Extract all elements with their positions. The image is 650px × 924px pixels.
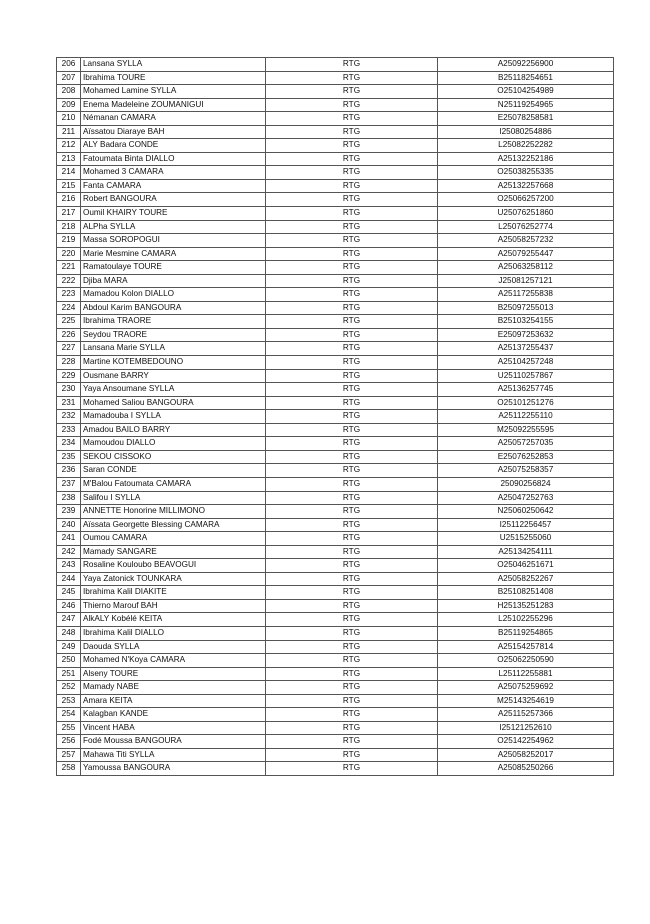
type-cell: RTG	[266, 383, 438, 397]
table-row	[57, 559, 614, 573]
type-cell: RTG	[266, 207, 438, 221]
table-row	[57, 383, 614, 397]
row-number-cell: 258	[57, 762, 81, 776]
table-row	[57, 667, 614, 681]
code-cell: B25097255013	[438, 301, 614, 315]
type-cell: RTG	[266, 342, 438, 356]
type-cell: RTG	[266, 654, 438, 668]
code-cell: O25101251276	[438, 396, 614, 410]
name-cell: Enema Madeleine ZOUMANIGUI	[81, 98, 266, 112]
name-cell: Thierno Marouf BAH	[81, 599, 266, 613]
table-body	[57, 58, 614, 776]
row-number-cell: 225	[57, 315, 81, 329]
table-row	[57, 356, 614, 370]
table-row	[57, 654, 614, 668]
type-cell: RTG	[266, 98, 438, 112]
table-row	[57, 450, 614, 464]
type-cell: RTG	[266, 179, 438, 193]
name-cell: Djiba MARA	[81, 274, 266, 288]
name-cell: Ibrahima TOURE	[81, 71, 266, 85]
type-cell: RTG	[266, 166, 438, 180]
code-cell: A25092256900	[438, 58, 614, 72]
code-cell: L25102255296	[438, 613, 614, 627]
code-cell: A25058252267	[438, 572, 614, 586]
table-row	[57, 234, 614, 248]
code-cell: O25046251671	[438, 559, 614, 573]
name-cell: Mohamed N'Koya CAMARA	[81, 654, 266, 668]
type-cell: RTG	[266, 152, 438, 166]
row-number-cell: 235	[57, 450, 81, 464]
code-cell: E25078258581	[438, 112, 614, 126]
name-cell: Aïssata Georgette Blessing CAMARA	[81, 518, 266, 532]
name-cell: Ibrahima Kalil DIALLO	[81, 626, 266, 640]
code-cell: J25081257121	[438, 274, 614, 288]
name-cell: Oumil KHAIRY TOURE	[81, 207, 266, 221]
code-cell: M25143254619	[438, 694, 614, 708]
type-cell: RTG	[266, 288, 438, 302]
table-row	[57, 58, 614, 72]
table-row	[57, 518, 614, 532]
code-cell: O25066257200	[438, 193, 614, 207]
row-number-cell: 220	[57, 247, 81, 261]
table-row	[57, 748, 614, 762]
table-row	[57, 125, 614, 139]
name-cell: Rosaline Kouloubo BEAVOGUI	[81, 559, 266, 573]
row-number-cell: 256	[57, 735, 81, 749]
name-cell: Mamadou Kolon DIALLO	[81, 288, 266, 302]
code-cell: H25135251283	[438, 599, 614, 613]
table-row	[57, 599, 614, 613]
name-cell: Amadou BAILO BARRY	[81, 423, 266, 437]
row-number-cell: 234	[57, 437, 81, 451]
table-row	[57, 247, 614, 261]
table-row	[57, 464, 614, 478]
table-row	[57, 112, 614, 126]
type-cell: RTG	[266, 505, 438, 519]
name-cell: Yaya Zatonick TOUNKARA	[81, 572, 266, 586]
code-cell: A25137255437	[438, 342, 614, 356]
code-cell: M25092255595	[438, 423, 614, 437]
type-cell: RTG	[266, 708, 438, 722]
table-row	[57, 572, 614, 586]
code-cell: B25108251408	[438, 586, 614, 600]
code-cell: B25103254155	[438, 315, 614, 329]
row-number-cell: 247	[57, 613, 81, 627]
row-number-cell: 242	[57, 545, 81, 559]
row-number-cell: 250	[57, 654, 81, 668]
name-cell: Alseny TOURE	[81, 667, 266, 681]
type-cell: RTG	[266, 721, 438, 735]
row-number-cell: 213	[57, 152, 81, 166]
type-cell: RTG	[266, 58, 438, 72]
row-number-cell: 216	[57, 193, 81, 207]
row-number-cell: 245	[57, 586, 81, 600]
code-cell: A25058252017	[438, 748, 614, 762]
table-row	[57, 315, 614, 329]
code-cell: A25047252763	[438, 491, 614, 505]
row-number-cell: 223	[57, 288, 81, 302]
code-cell: I25121252610	[438, 721, 614, 735]
type-cell: RTG	[266, 762, 438, 776]
code-cell: U2515255060	[438, 532, 614, 546]
type-cell: RTG	[266, 450, 438, 464]
type-cell: RTG	[266, 396, 438, 410]
table-row	[57, 166, 614, 180]
row-number-cell: 236	[57, 464, 81, 478]
code-cell: N25060250642	[438, 505, 614, 519]
table-row	[57, 342, 614, 356]
table-row	[57, 477, 614, 491]
table-row	[57, 626, 614, 640]
type-cell: RTG	[266, 423, 438, 437]
code-cell: I25112256457	[438, 518, 614, 532]
code-cell: A25112255110	[438, 410, 614, 424]
type-cell: RTG	[266, 640, 438, 654]
code-cell: O25038255335	[438, 166, 614, 180]
code-cell: A25115257366	[438, 708, 614, 722]
table-row	[57, 152, 614, 166]
code-cell: A25075258357	[438, 464, 614, 478]
type-cell: RTG	[266, 315, 438, 329]
row-number-cell: 243	[57, 559, 81, 573]
row-number-cell: 208	[57, 85, 81, 99]
row-number-cell: 233	[57, 423, 81, 437]
name-cell: AlkALY Kobélé KEITA	[81, 613, 266, 627]
code-cell: U25076251860	[438, 207, 614, 221]
row-number-cell: 219	[57, 234, 81, 248]
table-row	[57, 139, 614, 153]
row-number-cell: 227	[57, 342, 81, 356]
type-cell: RTG	[266, 735, 438, 749]
name-cell: Amara KEITA	[81, 694, 266, 708]
row-number-cell: 238	[57, 491, 81, 505]
name-cell: SEKOU CISSOKO	[81, 450, 266, 464]
code-cell: A25117255838	[438, 288, 614, 302]
type-cell: RTG	[266, 220, 438, 234]
row-number-cell: 226	[57, 328, 81, 342]
row-number-cell: 246	[57, 599, 81, 613]
table-row	[57, 708, 614, 722]
name-cell: Mohamed Lamine SYLLA	[81, 85, 266, 99]
type-cell: RTG	[266, 437, 438, 451]
code-cell: A25058257232	[438, 234, 614, 248]
row-number-cell: 230	[57, 383, 81, 397]
name-cell: Massa SOROPOGUI	[81, 234, 266, 248]
row-number-cell: 237	[57, 477, 81, 491]
type-cell: RTG	[266, 532, 438, 546]
code-cell: A25085250266	[438, 762, 614, 776]
name-cell: Kalagban KANDE	[81, 708, 266, 722]
table-row	[57, 532, 614, 546]
code-cell: A25132252186	[438, 152, 614, 166]
name-cell: Martine KOTEMBEDOUNO	[81, 356, 266, 370]
row-number-cell: 222	[57, 274, 81, 288]
type-cell: RTG	[266, 193, 438, 207]
type-cell: RTG	[266, 139, 438, 153]
table-row	[57, 505, 614, 519]
table-row	[57, 640, 614, 654]
type-cell: RTG	[266, 667, 438, 681]
type-cell: RTG	[266, 85, 438, 99]
name-cell: Vincent HABA	[81, 721, 266, 735]
table-row	[57, 437, 614, 451]
table-row	[57, 613, 614, 627]
table-row	[57, 71, 614, 85]
type-cell: RTG	[266, 328, 438, 342]
type-cell: RTG	[266, 586, 438, 600]
row-number-cell: 252	[57, 681, 81, 695]
type-cell: RTG	[266, 613, 438, 627]
row-number-cell: 207	[57, 71, 81, 85]
row-number-cell: 240	[57, 518, 81, 532]
name-cell: Mohamed Saliou BANGOURA	[81, 396, 266, 410]
name-cell: Yaya Ansoumane SYLLA	[81, 383, 266, 397]
table-row	[57, 288, 614, 302]
row-number-cell: 218	[57, 220, 81, 234]
table-row	[57, 193, 614, 207]
code-cell: A25057257035	[438, 437, 614, 451]
name-cell: Aïssatou Diaraye BAH	[81, 125, 266, 139]
code-cell: A25136257745	[438, 383, 614, 397]
type-cell: RTG	[266, 464, 438, 478]
name-cell: Lansana SYLLA	[81, 58, 266, 72]
row-number-cell: 251	[57, 667, 81, 681]
code-cell: B25119254865	[438, 626, 614, 640]
row-number-cell: 253	[57, 694, 81, 708]
candidate-list-table	[56, 57, 614, 776]
type-cell: RTG	[266, 234, 438, 248]
name-cell: M'Balou Fatoumata CAMARA	[81, 477, 266, 491]
row-number-cell: 249	[57, 640, 81, 654]
table-row	[57, 261, 614, 275]
code-cell: 25090256824	[438, 477, 614, 491]
code-cell: B25118254651	[438, 71, 614, 85]
type-cell: RTG	[266, 681, 438, 695]
type-cell: RTG	[266, 748, 438, 762]
table-row	[57, 328, 614, 342]
name-cell: Ibrahima Kalil DIAKITE	[81, 586, 266, 600]
row-number-cell: 215	[57, 179, 81, 193]
table-row	[57, 762, 614, 776]
row-number-cell: 224	[57, 301, 81, 315]
row-number-cell: 214	[57, 166, 81, 180]
name-cell: Mohamed 3 CAMARA	[81, 166, 266, 180]
table-row	[57, 396, 614, 410]
table-row	[57, 369, 614, 383]
code-cell: L25076252774	[438, 220, 614, 234]
name-cell: Saran CONDE	[81, 464, 266, 478]
code-cell: N25119254965	[438, 98, 614, 112]
row-number-cell: 206	[57, 58, 81, 72]
name-cell: Mamady NABE	[81, 681, 266, 695]
name-cell: Mamadouba I SYLLA	[81, 410, 266, 424]
table-row	[57, 681, 614, 695]
code-cell: A25104257248	[438, 356, 614, 370]
row-number-cell: 244	[57, 572, 81, 586]
row-number-cell: 229	[57, 369, 81, 383]
table-row	[57, 721, 614, 735]
type-cell: RTG	[266, 274, 438, 288]
type-cell: RTG	[266, 599, 438, 613]
row-number-cell: 231	[57, 396, 81, 410]
code-cell: L25082252282	[438, 139, 614, 153]
code-cell: A25134254111	[438, 545, 614, 559]
type-cell: RTG	[266, 410, 438, 424]
row-number-cell: 217	[57, 207, 81, 221]
type-cell: RTG	[266, 71, 438, 85]
code-cell: O25104254989	[438, 85, 614, 99]
row-number-cell: 257	[57, 748, 81, 762]
type-cell: RTG	[266, 112, 438, 126]
type-cell: RTG	[266, 247, 438, 261]
name-cell: Mamoudou DIALLO	[81, 437, 266, 451]
code-cell: A25075259692	[438, 681, 614, 695]
table-row	[57, 694, 614, 708]
name-cell: Oumou CAMARA	[81, 532, 266, 546]
code-cell: O25142254962	[438, 735, 614, 749]
table-row	[57, 207, 614, 221]
table-row	[57, 491, 614, 505]
type-cell: RTG	[266, 491, 438, 505]
name-cell: Fanta CAMARA	[81, 179, 266, 193]
row-number-cell: 232	[57, 410, 81, 424]
name-cell: ALPha SYLLA	[81, 220, 266, 234]
row-number-cell: 248	[57, 626, 81, 640]
name-cell: Robert BANGOURA	[81, 193, 266, 207]
table-row	[57, 220, 614, 234]
code-cell: A25079255447	[438, 247, 614, 261]
table-row	[57, 410, 614, 424]
table-row	[57, 423, 614, 437]
name-cell: Seydou TRAORE	[81, 328, 266, 342]
code-cell: I25080254886	[438, 125, 614, 139]
name-cell: Marie Mesmine CAMARA	[81, 247, 266, 261]
name-cell: Ramatoulaye TOURE	[81, 261, 266, 275]
type-cell: RTG	[266, 369, 438, 383]
name-cell: Abdoul Karim BANGOURA	[81, 301, 266, 315]
name-cell: Ibrahima TRAORE	[81, 315, 266, 329]
type-cell: RTG	[266, 518, 438, 532]
name-cell: ALY Badara CONDE	[81, 139, 266, 153]
table-row	[57, 545, 614, 559]
row-number-cell: 221	[57, 261, 81, 275]
name-cell: Némanan CAMARA	[81, 112, 266, 126]
type-cell: RTG	[266, 559, 438, 573]
table-row	[57, 85, 614, 99]
row-number-cell: 209	[57, 98, 81, 112]
code-cell: A25132257668	[438, 179, 614, 193]
code-cell: A25154257814	[438, 640, 614, 654]
type-cell: RTG	[266, 356, 438, 370]
type-cell: RTG	[266, 477, 438, 491]
name-cell: ANNETTE Honorine MILLIMONO	[81, 505, 266, 519]
row-number-cell: 212	[57, 139, 81, 153]
type-cell: RTG	[266, 626, 438, 640]
name-cell: Yamoussa BANGOURA	[81, 762, 266, 776]
code-cell: E25097253632	[438, 328, 614, 342]
type-cell: RTG	[266, 572, 438, 586]
row-number-cell: 241	[57, 532, 81, 546]
name-cell: Daouda SYLLA	[81, 640, 266, 654]
table-row	[57, 179, 614, 193]
type-cell: RTG	[266, 694, 438, 708]
name-cell: Mahawa Titi SYLLA	[81, 748, 266, 762]
name-cell: Mamady SANGARE	[81, 545, 266, 559]
row-number-cell: 210	[57, 112, 81, 126]
row-number-cell: 211	[57, 125, 81, 139]
name-cell: Ousmane BARRY	[81, 369, 266, 383]
type-cell: RTG	[266, 301, 438, 315]
table-row	[57, 274, 614, 288]
table-row	[57, 735, 614, 749]
type-cell: RTG	[266, 261, 438, 275]
table-row	[57, 301, 614, 315]
row-number-cell: 239	[57, 505, 81, 519]
name-cell: Fatoumata Binta DIALLO	[81, 152, 266, 166]
type-cell: RTG	[266, 125, 438, 139]
name-cell: Fodé Moussa BANGOURA	[81, 735, 266, 749]
code-cell: O25062250590	[438, 654, 614, 668]
code-cell: L25112255881	[438, 667, 614, 681]
name-cell: Lansana Marie SYLLA	[81, 342, 266, 356]
row-number-cell: 255	[57, 721, 81, 735]
name-cell: Salifou I SYLLA	[81, 491, 266, 505]
row-number-cell: 228	[57, 356, 81, 370]
row-number-cell: 254	[57, 708, 81, 722]
code-cell: U25110257867	[438, 369, 614, 383]
table-row	[57, 586, 614, 600]
type-cell: RTG	[266, 545, 438, 559]
code-cell: A25063258112	[438, 261, 614, 275]
table-row	[57, 98, 614, 112]
code-cell: E25076252853	[438, 450, 614, 464]
